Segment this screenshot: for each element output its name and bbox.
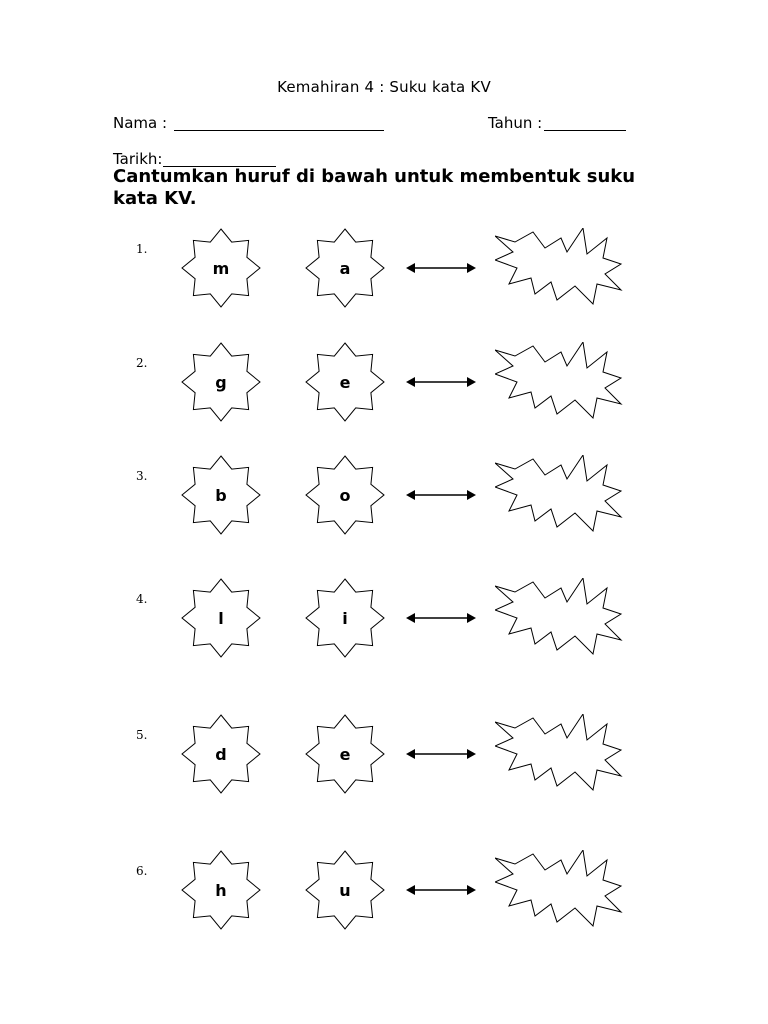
vowel-star [305, 850, 385, 930]
answer-burst-icon[interactable] [495, 714, 625, 794]
double-arrow-icon [406, 747, 476, 761]
consonant-star [181, 714, 261, 794]
double-arrow-icon [406, 375, 476, 389]
vowel-star [305, 455, 385, 535]
vowel-letter: e [339, 372, 351, 392]
vowel-letter: u [339, 880, 351, 900]
answer-burst-icon[interactable] [495, 228, 625, 308]
row-number: 5. [136, 728, 148, 742]
consonant-letter: g [215, 372, 227, 392]
exercise-row [0, 714, 768, 804]
consonant-letter: d [215, 744, 227, 764]
row-number: 6. [136, 864, 148, 878]
answer-burst-icon[interactable] [495, 850, 625, 930]
vowel-letter: e [339, 744, 351, 764]
consonant-letter: b [215, 485, 227, 505]
consonant-star [181, 455, 261, 535]
answer-burst-icon[interactable] [495, 455, 625, 535]
consonant-letter: h [215, 880, 227, 900]
name-field-line[interactable] [174, 130, 384, 131]
name-label: Nama : [113, 114, 168, 132]
answer-burst-icon[interactable] [495, 342, 625, 422]
double-arrow-icon [406, 488, 476, 502]
consonant-letter: m [212, 258, 230, 278]
vowel-star [305, 228, 385, 308]
exercise-row [0, 578, 768, 668]
vowel-letter: o [339, 485, 351, 505]
double-arrow-icon [406, 883, 476, 897]
date-label: Tarikh: [113, 150, 163, 168]
vowel-star [305, 578, 385, 658]
vowel-star [305, 342, 385, 422]
exercise-row [0, 228, 768, 318]
consonant-star [181, 850, 261, 930]
double-arrow-icon [406, 261, 476, 275]
row-number: 4. [136, 592, 148, 606]
double-arrow-icon [406, 611, 476, 625]
exercise-row [0, 850, 768, 940]
answer-burst-icon[interactable] [495, 578, 625, 658]
exercise-row [0, 455, 768, 545]
consonant-star [181, 342, 261, 422]
row-number: 1. [136, 242, 148, 256]
consonant-star [181, 578, 261, 658]
exercise-row [0, 342, 768, 432]
instruction-text: Cantumkan huruf di bawah untuk membentuk suku kata KV. [113, 166, 636, 209]
row-number: 2. [136, 356, 148, 370]
consonant-star [181, 228, 261, 308]
vowel-letter: a [339, 258, 351, 278]
year-field-line[interactable] [544, 130, 626, 131]
worksheet-title: Kemahiran 4 : Suku kata KV [277, 78, 491, 96]
vowel-star [305, 714, 385, 794]
vowel-letter: i [342, 608, 348, 628]
consonant-letter: l [218, 608, 224, 628]
row-number: 3. [136, 469, 148, 483]
year-label: Tahun : [488, 114, 543, 132]
